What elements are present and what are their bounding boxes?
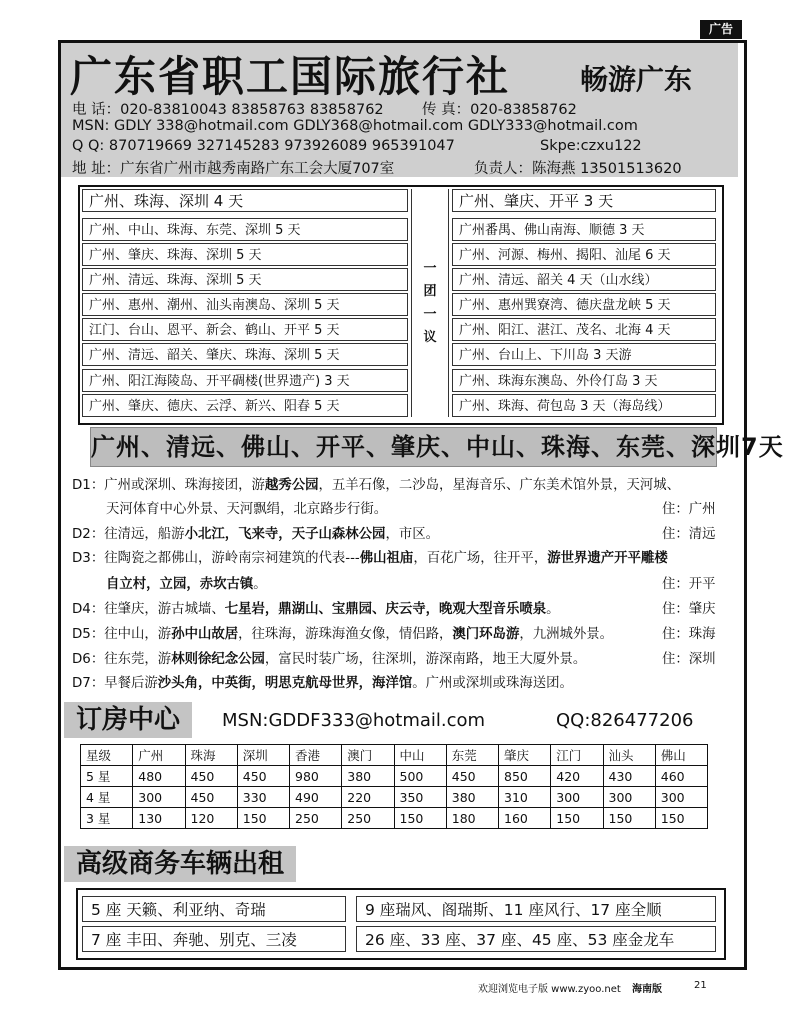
route-item: 广州、珠海、深圳 4 天	[82, 189, 408, 212]
table-cell: 250	[290, 808, 342, 829]
day-5-stay: 住：珠海	[662, 627, 716, 642]
table-cell: 130	[133, 808, 185, 829]
car-option: 26 座、33 座、37 座、45 座、53 座金龙车	[356, 926, 716, 952]
group-char-4: 议	[423, 330, 437, 345]
table-cell: 150	[394, 808, 446, 829]
table-cell: 220	[342, 787, 394, 808]
table-cell: 350	[394, 787, 446, 808]
slogan: 畅游广东	[580, 63, 693, 96]
table-cell: 500	[394, 766, 446, 787]
table-row	[81, 745, 708, 766]
table-cell: 160	[499, 808, 551, 829]
table-cell: 300	[551, 787, 603, 808]
table-cell: 380	[446, 787, 498, 808]
table-cell: 150	[551, 808, 603, 829]
table-cell: 490	[290, 787, 342, 808]
table-cell: 300	[603, 787, 655, 808]
route-item: 广州、阳江海陵岛、开平碉楼(世界遗产) 3 天	[82, 369, 408, 392]
table-cell: 480	[133, 766, 185, 787]
table-cell: 3 星	[81, 808, 133, 829]
route-item: 广州、阳江、湛江、茂名、北海 4 天	[452, 318, 716, 341]
table-cell: 江门	[551, 745, 603, 766]
table-row	[81, 808, 708, 829]
table-cell: 4 星	[81, 787, 133, 808]
day-4-stay: 住：肇庆	[662, 602, 716, 617]
table-cell: 中山	[394, 745, 446, 766]
contact-person: 负责人：陈海燕 13501513620	[474, 161, 682, 177]
ad-tag: 广告	[700, 20, 742, 39]
table-cell: 450	[446, 766, 498, 787]
table-cell: 珠海	[185, 745, 237, 766]
table-cell: 肇庆	[499, 745, 551, 766]
route-item: 广州、清远、韶关 4 天（山水线）	[452, 268, 716, 291]
route-item: 广州、河源、梅州、揭阳、汕尾 6 天	[452, 243, 716, 266]
group-negotiable-label	[411, 189, 449, 417]
qq-line: Q Q: 870719669 327145283 973926089 965391047	[72, 138, 455, 154]
day-3-line-2: 自立村，立园，赤坎古镇。	[106, 577, 267, 592]
table-cell: 5 星	[81, 766, 133, 787]
route-item: 广州、惠州巽寮湾、德庆盘龙峡 5 天	[452, 293, 716, 316]
booking-qq: QQ:826477206	[556, 710, 694, 731]
day-1: D1：广州或深圳、珠海接团，游越秀公园，五羊石像，二沙岛，星海音乐、广东美术馆外景，天河城、	[72, 478, 681, 493]
route-item: 广州、清远、韶关、肇庆、珠海、深圳 5 天	[82, 343, 408, 366]
day-2-stay: 住：清远	[662, 527, 716, 542]
skype-line: Skpe:czxu122	[540, 138, 642, 154]
fax-line: 传 真：020-83858762	[422, 102, 577, 118]
table-cell: 450	[185, 787, 237, 808]
route-item: 江门、台山、恩平、新会、鹤山、开平 5 天	[82, 318, 408, 341]
table-cell: 980	[290, 766, 342, 787]
day-7: D7：早餐后游沙头角，中英街，明思克航母世界，海洋馆。广州或深圳或珠海送团。	[72, 676, 573, 691]
table-cell: 300	[655, 787, 707, 808]
table-cell: 深圳	[237, 745, 289, 766]
msn-line: MSN: GDLY 338@hotmail.com GDLY368@hotmail.com GDLY333@hotmail.com	[72, 118, 638, 134]
table-cell: 广州	[133, 745, 185, 766]
table-cell: 420	[551, 766, 603, 787]
car-rental-title: 高级商务车辆出租	[64, 846, 296, 882]
table-cell: 120	[185, 808, 237, 829]
tour-banner: 广州、清远、佛山、开平、肇庆、中山、珠海、东莞、深圳7天	[90, 427, 717, 467]
group-char-2: 团	[423, 284, 437, 299]
day-3-stay: 住：开平	[662, 577, 716, 592]
table-cell: 450	[185, 766, 237, 787]
hotel-price-table	[80, 744, 708, 829]
group-char-1: 一	[423, 261, 437, 276]
table-cell: 澳门	[342, 745, 394, 766]
car-option: 5 座 天籁、利亚纳、奇瑞	[82, 896, 346, 922]
table-cell: 星级	[81, 745, 133, 766]
day-4: D4：往肇庆，游古城墙、七星岩，鼎湖山、宝鼎园、庆云寺，晚观大型音乐喷泉。	[72, 602, 560, 617]
day-6-stay: 住：深圳	[662, 652, 716, 667]
address-line: 地 址：广东省广州市越秀南路广东工会大厦707室	[72, 161, 395, 177]
table-cell: 佛山	[655, 745, 707, 766]
booking-msn: MSN:GDDF333@hotmail.com	[222, 710, 486, 731]
table-cell: 310	[499, 787, 551, 808]
table-cell: 300	[133, 787, 185, 808]
table-cell: 430	[603, 766, 655, 787]
table-cell: 150	[603, 808, 655, 829]
route-item: 广州、肇庆、德庆、云浮、新兴、阳春 5 天	[82, 394, 408, 417]
day-3: D3：往陶瓷之都佛山，游岭南宗祠建筑的代表---佛山祖庙，百花广场，往开平，游世界遗产开平雕楼	[72, 551, 668, 566]
day-1-stay: 住：广州	[662, 502, 716, 517]
table-cell: 460	[655, 766, 707, 787]
table-cell: 180	[446, 808, 498, 829]
table-cell: 330	[237, 787, 289, 808]
agency-title: 广东省职工国际旅行社	[70, 52, 511, 101]
table-cell: 450	[237, 766, 289, 787]
footer-edition: 海南版	[632, 984, 662, 995]
route-item: 广州、台山上、下川岛 3 天游	[452, 343, 716, 366]
day-2: D2：往清远，船游小北江，飞来寺，天子山森林公园，市区。	[72, 527, 439, 542]
route-item: 广州、中山、珠海、东莞、深圳 5 天	[82, 218, 408, 241]
day-5: D5：往中山，游孙中山故居，往珠海，游珠海渔女像，情侣路，澳门环岛游，九洲城外景。	[72, 627, 614, 642]
car-option: 9 座瑞风、阁瑞斯、11 座风行、17 座全顺	[356, 896, 716, 922]
group-char-3: 一	[423, 307, 437, 322]
day-1-line-2: 天河体育中心外景、天河飘绢，北京路步行街。	[106, 502, 388, 517]
table-row	[81, 766, 708, 787]
table-cell: 380	[342, 766, 394, 787]
day-6: D6：往东莞，游林则徐纪念公园，富民时装广场，往深圳，游深南路，地王大厦外景。	[72, 652, 587, 667]
footer-site: 欢迎浏览电子版 www.zyoo.net	[478, 984, 621, 995]
table-cell: 汕头	[603, 745, 655, 766]
table-cell: 250	[342, 808, 394, 829]
table-cell: 150	[655, 808, 707, 829]
route-item: 广州、珠海、荷包岛 3 天（海岛线）	[452, 394, 716, 417]
route-item: 广州、惠州、潮州、汕头南澳岛、深圳 5 天	[82, 293, 408, 316]
route-item: 广州、珠海东澳岛、外伶仃岛 3 天	[452, 369, 716, 392]
table-cell: 850	[499, 766, 551, 787]
page-number: 21	[694, 980, 707, 991]
table-cell: 香港	[290, 745, 342, 766]
route-item: 广州、清远、珠海、深圳 5 天	[82, 268, 408, 291]
route-item: 广州、肇庆、珠海、深圳 5 天	[82, 243, 408, 266]
route-item: 广州番禺、佛山南海、顺德 3 天	[452, 218, 716, 241]
table-cell: 东莞	[446, 745, 498, 766]
table-cell: 150	[237, 808, 289, 829]
table-row	[81, 787, 708, 808]
route-item: 广州、肇庆、开平 3 天	[452, 189, 716, 212]
car-option: 7 座 丰田、奔驰、别克、三凌	[82, 926, 346, 952]
booking-title: 订房中心	[64, 702, 192, 738]
phone-line: 电 话：020-83810043 83858763 83858762	[72, 102, 384, 118]
